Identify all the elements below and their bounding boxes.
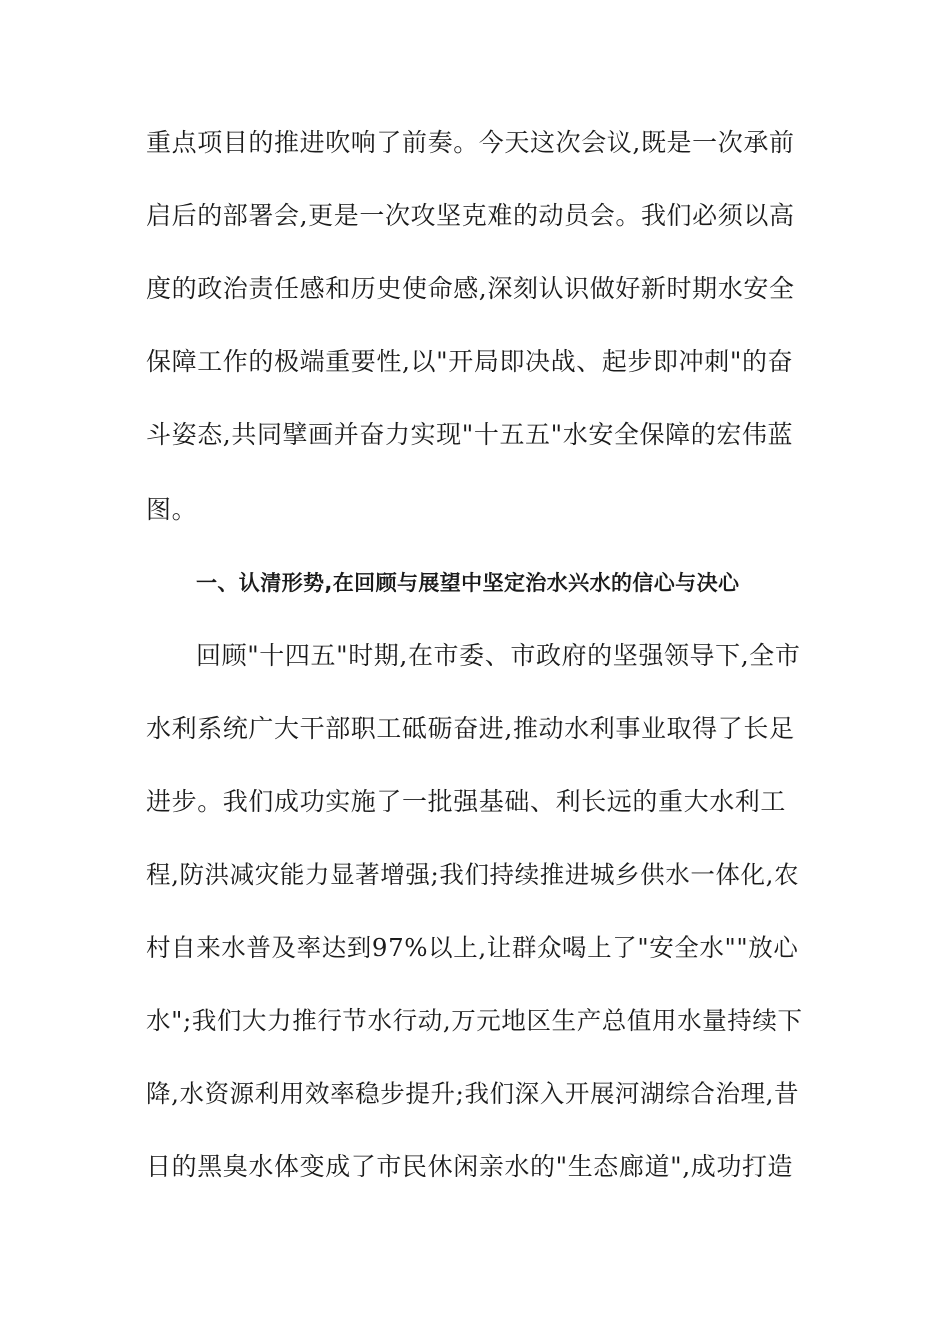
paragraph-line: 回顾"十四五"时期,在市委、市政府的坚强领导下,全市 — [196, 641, 801, 670]
paragraph-line: 度的政治责任感和历史使命感,深刻认识做好新时期水安全 — [146, 274, 795, 303]
paragraph-line: 保障工作的极端重要性,以"开局即决战、起步即冲刺"的奋 — [146, 347, 794, 376]
paragraph-line: 进步。我们成功实施了一批强基础、利长远的重大水利工 — [146, 787, 787, 816]
paragraph-line: 村自来水普及率达到97%以上,让群众喝上了"安全水""放心 — [146, 933, 799, 962]
paragraph-line: 水利系统广大干部职工砥砺奋进,推动水利事业取得了长足 — [146, 714, 795, 743]
paragraph-line: 图。 — [146, 495, 198, 524]
paragraph-line: 日的黑臭水体变成了市民休闲亲水的"生态廊道",成功打造 — [146, 1152, 794, 1181]
section-heading: 一、认清形势,在回顾与展望中坚定治水兴水的信心与决心 — [196, 571, 740, 595]
paragraph-line: 启后的部署会,更是一次攻坚克难的动员会。我们必须以高 — [146, 201, 795, 230]
paragraph-line: 斗姿态,共同擘画并奋力实现"十五五"水安全保障的宏伟蓝 — [146, 420, 794, 449]
paragraph-line: 重点项目的推进吹响了前奏。今天这次会议,既是一次承前 — [146, 128, 795, 157]
paragraph-line: 水";我们大力推行节水行动,万元地区生产总值用水量持续下 — [146, 1006, 803, 1035]
paragraph-line: 降,水资源利用效率稳步提升;我们深入开展河湖综合治理,昔 — [146, 1079, 800, 1108]
paragraph-line: 程,防洪减灾能力显著增强;我们持续推进城乡供水一体化,农 — [146, 860, 800, 889]
